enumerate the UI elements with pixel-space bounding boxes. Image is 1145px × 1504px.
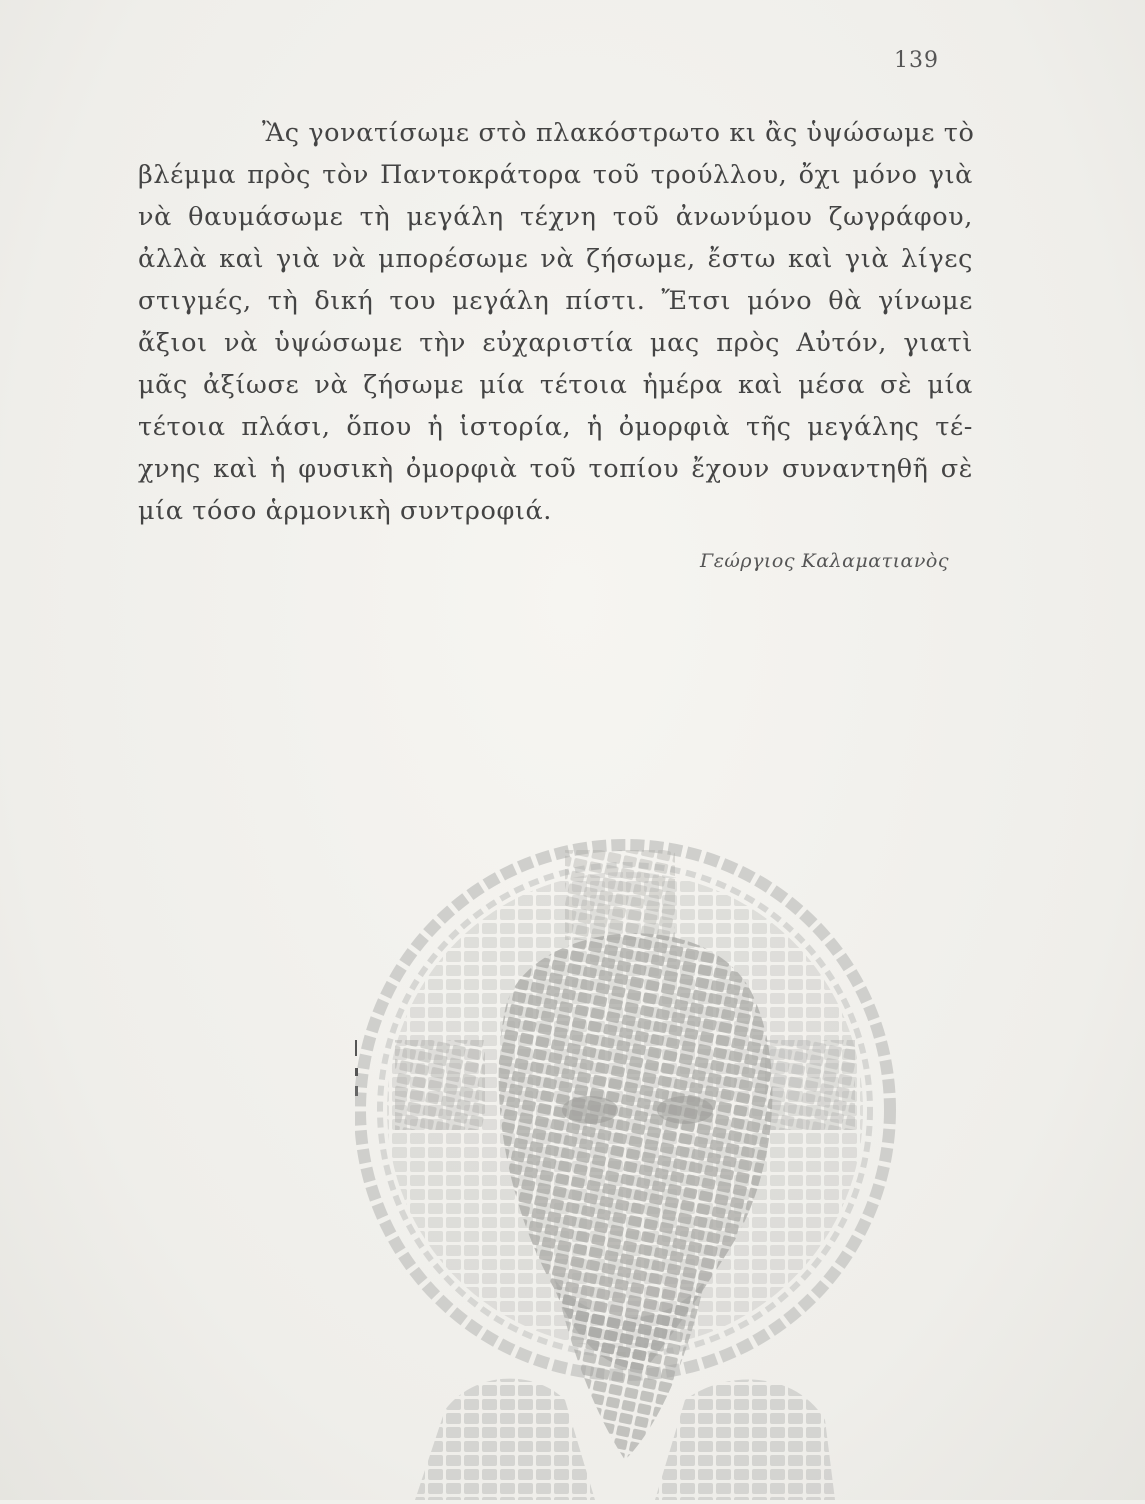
text-line: νὰ θαυμάσωμε τὴ μεγάλη τέχνη τοῦ ἀνωνύμου ζωγράφου, [138,202,973,232]
pantokrator-mosaic-icon [355,810,985,1500]
text-line: χνης καὶ ἡ φυσικὴ ὀμορφιὰ τοῦ τοπίου ἔχουν συναντηθῆ σὲ [138,454,973,484]
mosaic-svg [355,810,985,1500]
ink-speck [355,1040,357,1056]
ink-speck [355,1068,358,1076]
text-line: στιγμές, τὴ δική του μεγάλη πίστι. Ἔτσι μόνο θὰ γίνωμε [138,286,973,316]
body-paragraph [138,112,973,532]
right-garment [655,1380,835,1500]
text-line: βλέμμα πρὸς τὸν Παντοκράτορα τοῦ τρούλλου, ὄχι μόνο γιὰ [138,160,973,190]
left-eye [562,1096,618,1124]
author-signature: Γεώργιος Καλαματιανὸς [700,550,949,572]
right-eye [657,1096,713,1124]
mosaic-root [355,845,890,1500]
text-line: ἄξιοι νὰ ὑψώσωμε τὴν εὐχαριστία μας πρὸς Αὐτόν, γιατὶ [138,328,973,358]
text-line: μᾶς ἀξίωσε νὰ ζήσωμε μία τέτοια ἡμέρα καὶ μέσα σὲ μία [138,370,973,400]
left-garment [415,1379,595,1500]
text-line: μία τόσο ἁρμονικὴ συντροφιά. [138,496,553,526]
text-line: Ἂς γονατίσωμε στὸ πλακόστρωτο κι ἂς ὑψώσωμε τὸ [262,118,975,148]
text-line: ἀλλὰ καὶ γιὰ νὰ μπορέσωμε νὰ ζήσωμε, ἔστω καὶ γιὰ λίγες [138,244,973,274]
page-number: 139 [894,48,939,73]
ink-speck [355,1086,358,1096]
text-line: τέτοια πλάσι, ὅπου ἡ ἱστορία, ἡ ὀμορφιὰ τῆς μεγάλης τέ- [138,412,973,442]
